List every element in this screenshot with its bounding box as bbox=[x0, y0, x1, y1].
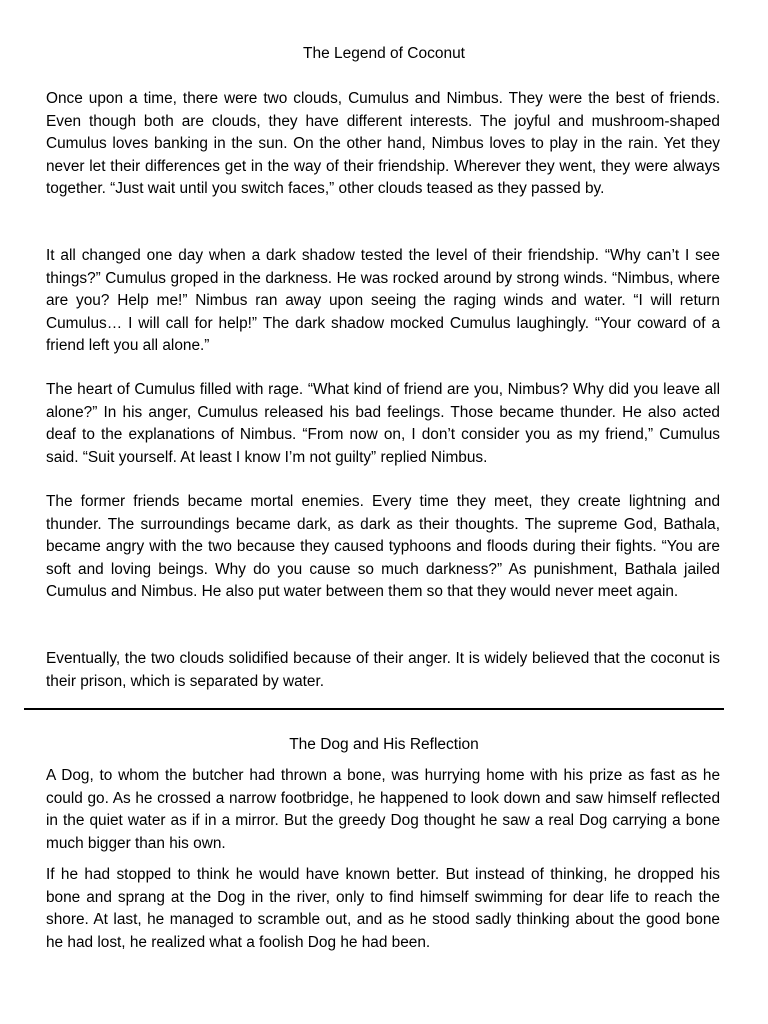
paragraph-coconut-4: The former friends became mortal enemies. Every time they meet, they create lightning and thunder. The surroundings became dark, as dark as their thoughts. The supreme God, Bathala, became angry with the two because they caused typhoons and floods during their fights. “You are soft and loving beings. Why do you cause so much darkness?” As punishment, Bathala jailed Cumulus and Nimbus. He also put water between them so that they would never meet again. bbox=[46, 493, 720, 601]
paragraph-dog-2: If he had stopped to think he would have known better. But instead of thinking, he dropped his bone and sprang at the Dog in the river, only to find himself swimming for dear life to reach the shore. At last, he managed to scramble out, and as he stood sadly thinking about the good bone he had lost, he realized what a foolish Dog he had been. bbox=[46, 866, 720, 951]
paragraph-dog-1: A Dog, to whom the butcher had thrown a bone, was hurrying home with his prize as fast as he could go. As he crossed a narrow footbridge, he happened to look down and saw himself reflected in the quiet water as if in a mirror. But the greedy Dog thought he saw a real Dog carrying a bone much bigger than his own. bbox=[46, 767, 720, 852]
paragraph-coconut-1: Once upon a time, there were two clouds, Cumulus and Nimbus. They were the best of friends. Even though both are clouds, they have different interests. The joyful and mushroom-shaped Cumulus loves banking in the sun. On the other hand, Nimbus loves to play in the rain. Yet they never let their differences get in the way of their friendship. Wherever they went, they were always together. “Just wait until you switch faces,” other clouds teased as they passed by. bbox=[46, 90, 720, 198]
paragraph-coconut-2: It all changed one day when a dark shadow tested the level of their friendship. “Why can’t I see things?” Cumulus groped in the darkness. He was rocked around by strong winds. “Nimbus, where are you? Help me!” Nimbus ran away upon seeing the raging winds and water. “I will return Cumulus… I will call for help!” The dark shadow mocked Cumulus laughingly. “Your coward of a friend left you all alone.” bbox=[46, 247, 720, 355]
paragraph-coconut-5: Eventually, the two clouds solidified because of their anger. It is widely believed that the coconut is their prison, which is separated by water. bbox=[46, 650, 720, 690]
paragraph-coconut-3: The heart of Cumulus filled with rage. “What kind of friend are you, Nimbus? Why did you leave all alone?” In his anger, Cumulus released his bad feelings. Those became thunder. He also acted deaf to the explanations of Nimbus. “From now on, I don’t consider you as my friend,” Cumulus said. “Suit yourself. At least I know I’m not guilty” replied Nimbus. bbox=[46, 381, 720, 466]
story-title-dog-and-reflection: The Dog and His Reflection bbox=[289, 736, 479, 753]
story-title-legend-of-coconut: The Legend of Coconut bbox=[302, 45, 465, 62]
section-divider bbox=[24, 708, 724, 710]
